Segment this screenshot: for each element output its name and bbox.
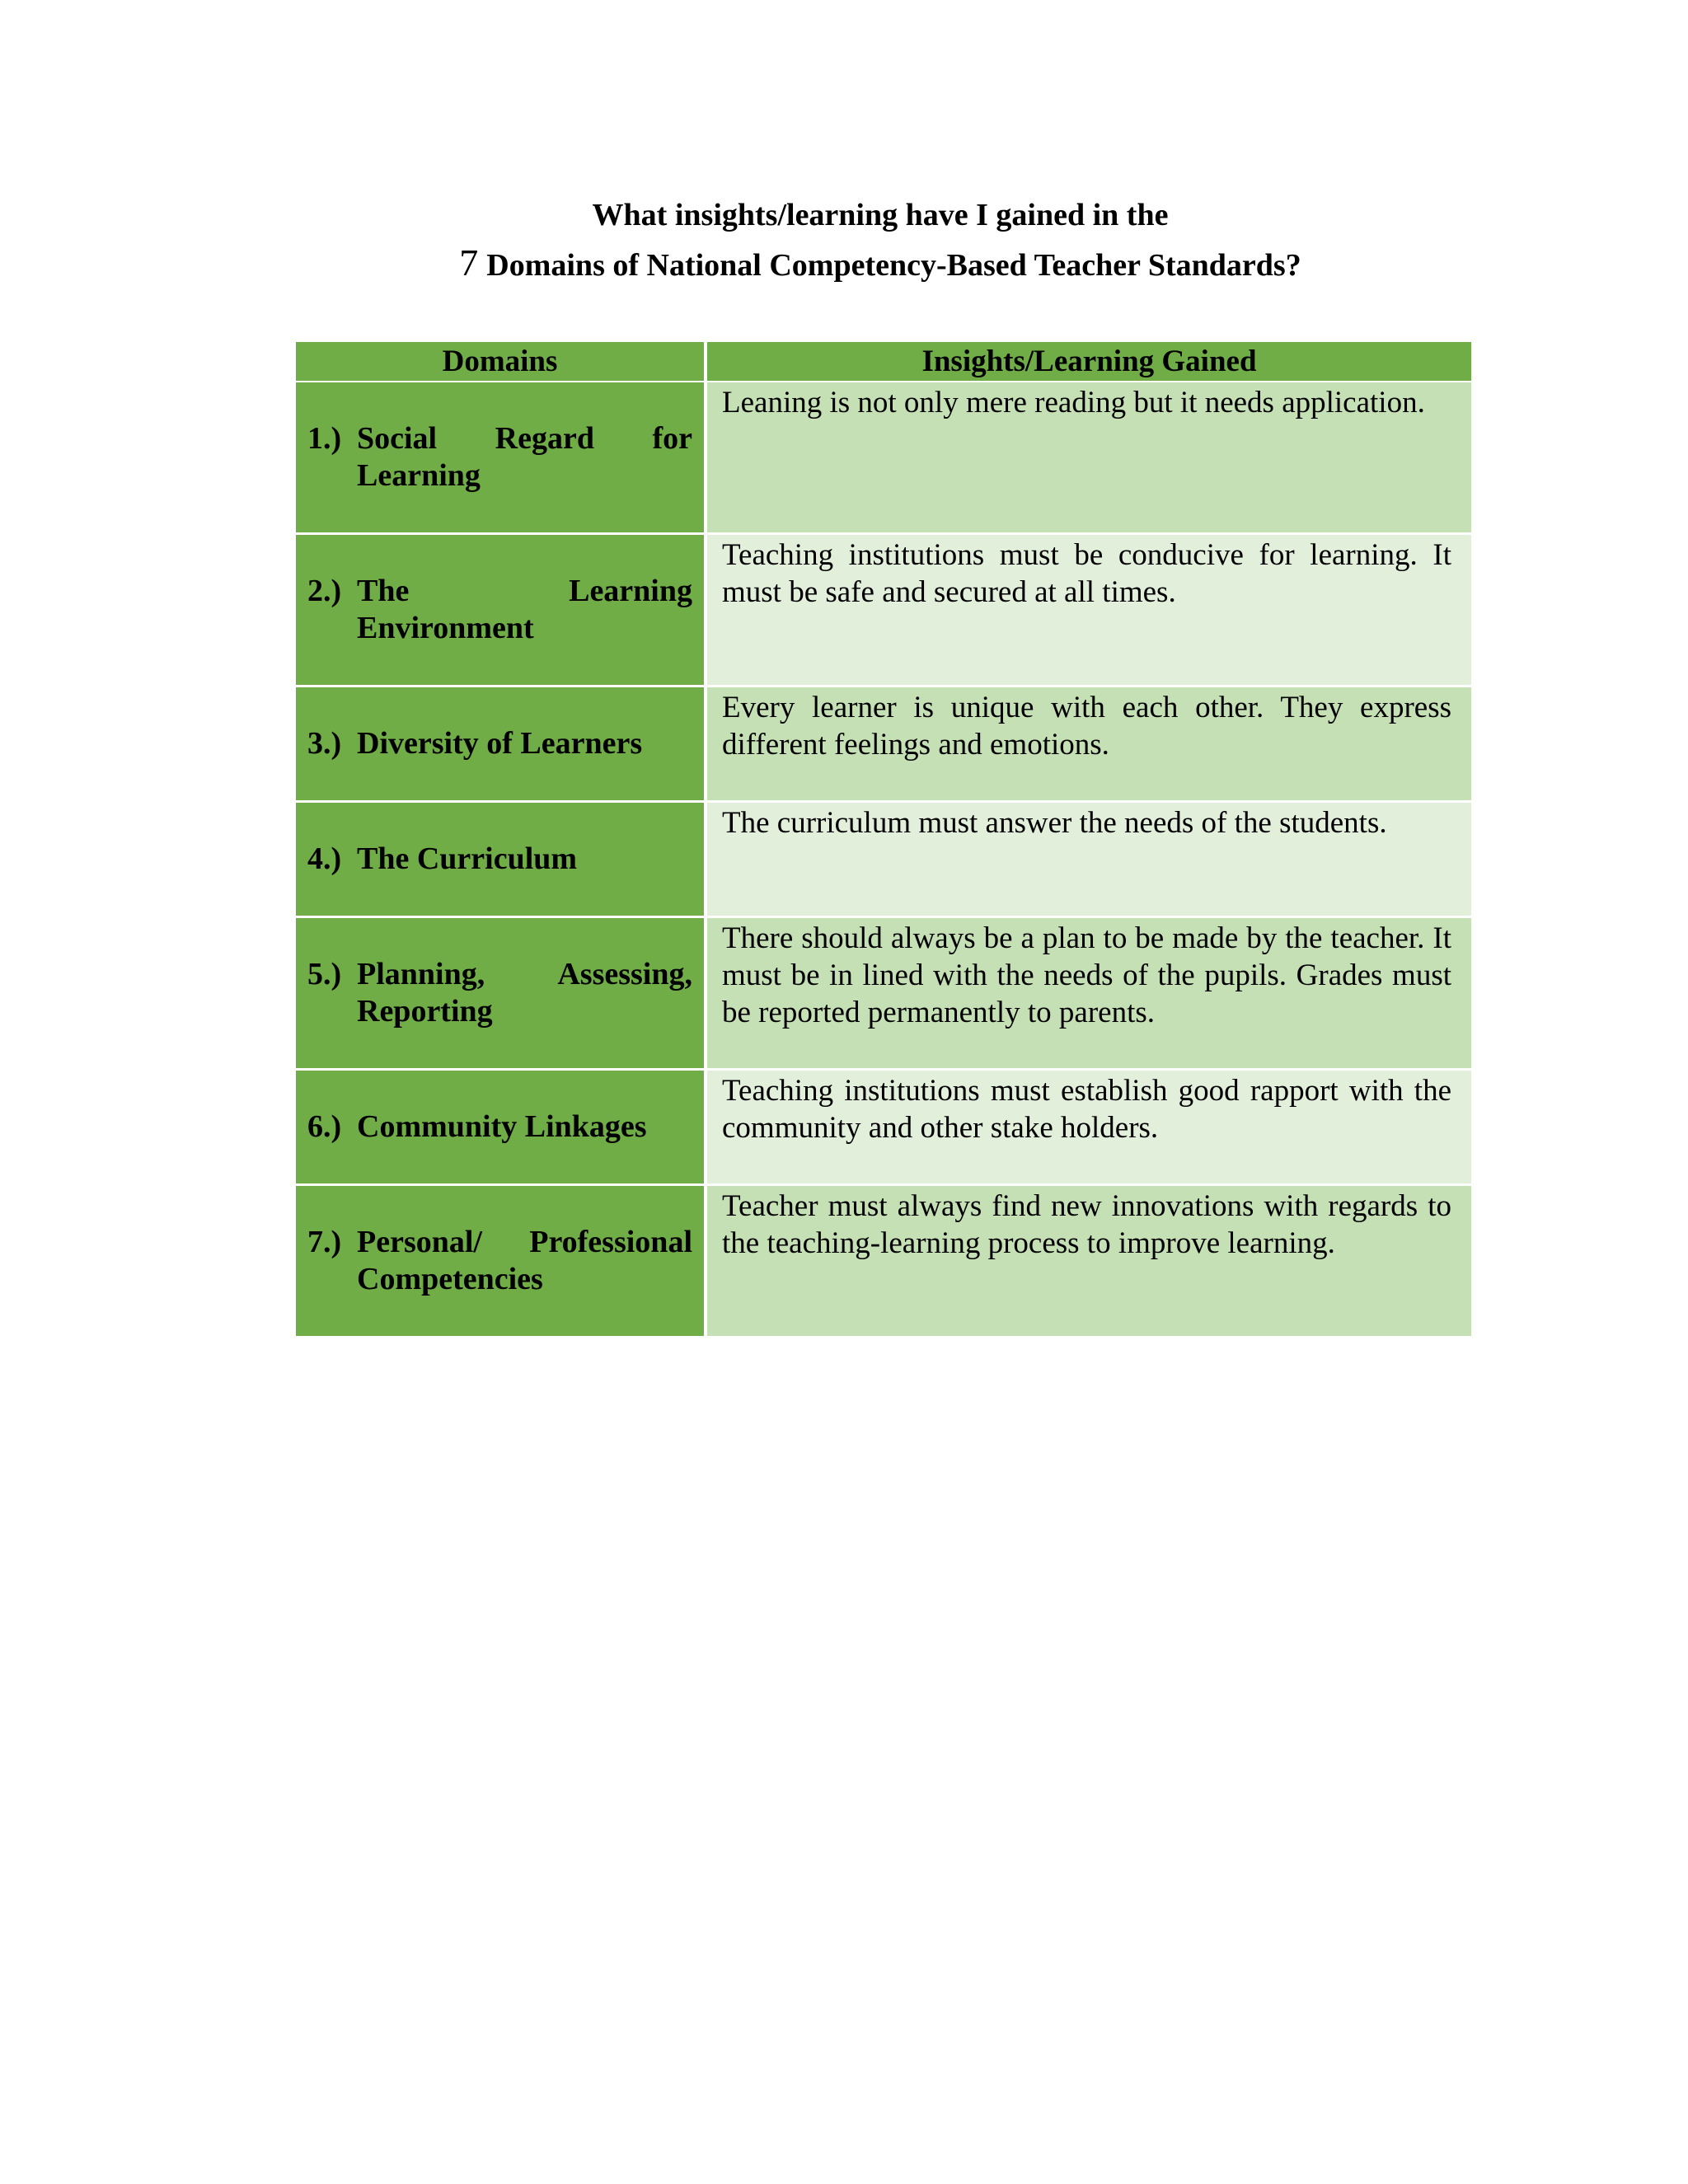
domains-table bbox=[296, 342, 1471, 1338]
table-row bbox=[296, 917, 1471, 1070]
domain-label: Diversity of Learners bbox=[357, 726, 643, 761]
insight-text: Teacher must always find new innovations with regards to the teaching-learning process to improve learning. bbox=[722, 1189, 1451, 1260]
table-row bbox=[296, 534, 1471, 687]
domain-number: 3.) bbox=[307, 726, 342, 761]
insight-text: Leaning is not only mere reading but it needs application. bbox=[722, 386, 1425, 419]
domain-label: Social Regard for Learning bbox=[357, 421, 692, 493]
insight-text: Teaching institutions must establish good rapport with the community and other stake holders. bbox=[722, 1074, 1451, 1145]
title-line-2-text: Domains of National Competency-Based Teacher Standards? bbox=[486, 248, 1301, 283]
table-header-row bbox=[296, 342, 1471, 382]
insight-text: Every learner is unique with each other. They express different feelings and emotions. bbox=[722, 691, 1451, 762]
domain-cell bbox=[296, 802, 706, 917]
domain-number: 1.) bbox=[307, 421, 342, 456]
insight-cell bbox=[706, 802, 1471, 917]
title-number: 7 bbox=[459, 241, 479, 284]
domain-label: Planning, Assessing, Reporting bbox=[357, 957, 692, 1029]
domain-cell bbox=[296, 917, 706, 1070]
table-row bbox=[296, 687, 1471, 802]
table-row bbox=[296, 1185, 1471, 1338]
domain-number: 5.) bbox=[307, 957, 342, 991]
table-row bbox=[296, 382, 1471, 534]
column-header-insights: Insights/Learning Gained bbox=[706, 342, 1471, 382]
column-header-domains: Domains bbox=[296, 342, 706, 382]
table-row bbox=[296, 802, 1471, 917]
insight-cell bbox=[706, 1185, 1471, 1338]
domain-cell bbox=[296, 1070, 706, 1185]
domain-label: Community Linkages bbox=[357, 1109, 647, 1144]
domain-label: The Learning Environment bbox=[357, 574, 692, 645]
domain-label: Personal/ Professional Competencies bbox=[357, 1225, 692, 1296]
insight-text: Teaching institutions must be conducive for learning. It must be safe and secured at all times. bbox=[722, 538, 1451, 609]
insight-text: The curriculum must answer the needs of the students. bbox=[722, 806, 1387, 840]
domain-cell bbox=[296, 534, 706, 687]
domain-number: 6.) bbox=[307, 1109, 342, 1144]
domain-number: 4.) bbox=[307, 841, 342, 876]
domain-label: The Curriculum bbox=[357, 841, 578, 876]
insight-text: There should always be a plan to be made by the teacher. It must be in lined with the needs of the pupils. Grades must be reported permanently to parents. bbox=[722, 921, 1451, 1029]
domain-cell bbox=[296, 1185, 706, 1338]
insight-cell bbox=[706, 917, 1471, 1070]
domain-number: 2.) bbox=[307, 574, 342, 608]
insight-cell bbox=[706, 382, 1471, 534]
title-line-1: What insights/learning have I gained in the bbox=[592, 198, 1169, 232]
insight-cell bbox=[706, 687, 1471, 802]
insight-cell bbox=[706, 534, 1471, 687]
table-row bbox=[296, 1070, 1471, 1185]
insight-cell bbox=[706, 1070, 1471, 1185]
domain-number: 7.) bbox=[307, 1225, 342, 1259]
title-line-2 bbox=[0, 239, 1688, 289]
page-title bbox=[0, 191, 1688, 289]
domain-cell bbox=[296, 382, 706, 534]
domain-cell bbox=[296, 687, 706, 802]
